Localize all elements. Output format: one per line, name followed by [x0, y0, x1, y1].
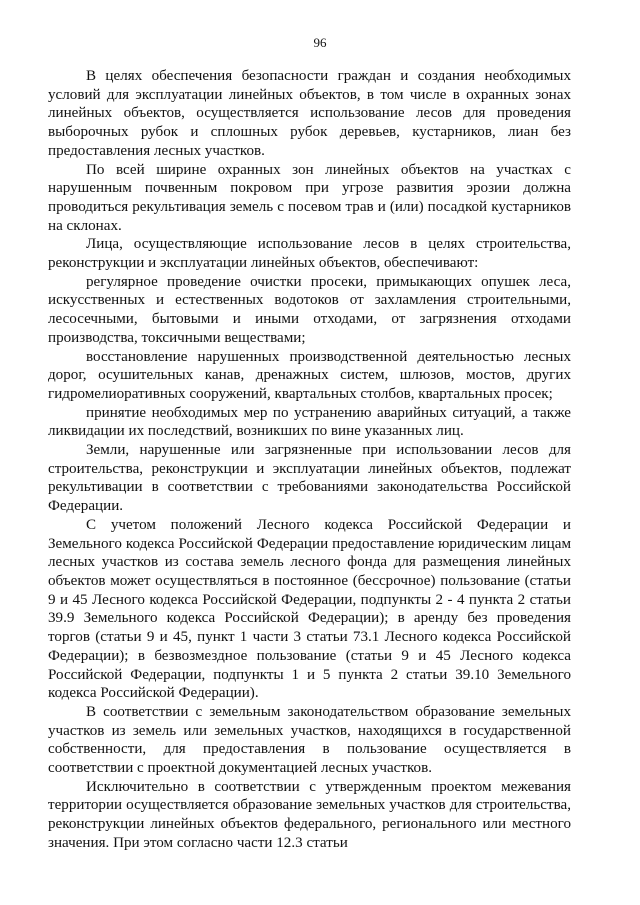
paragraph-safety-logging: В целях обеспечения безопасности граждан и создания необходимых условий для эксплуатации линейных объектов, в том числе в охранных зонах линейных объектов, осуществляется использование лесов для проведения выборочных рубок и сплошных рубок деревьев, кустарников, лиан без предоставления лесных участков.: [48, 68, 571, 159]
document-body: [48, 67, 571, 853]
paragraph-land-formation: В соответствии с земельным законодательством образование земельных участков из земель или земельных участков, находящихся в государственной собственности, для предоставления в пользование осуществляется в соответствии с проектной документацией лесных участков.: [48, 703, 571, 777]
paragraph-provision-terms: С учетом положений Лесного кодекса Российской Федерации и Земельного кодекса Российской Федерации предоставление юридическим лицам лесных участков из состава земель лесного фонда для размещения линейных объектов может осуществляться в постоянное (бессрочное) пользование (статьи 9 и 45 Лесного кодекса Российской Федерации, подпункты 2 - 4 пункта 2 статьи 39.9 Земельного кодекса Российской Федерации); в аренду без проведения торгов (статьи 9 и 45, пункт 1 части 3 статьи 73.1 Лесного кодекса Российской Федерации); в безвозмездное пользование (статьи 9 и 45 Лесного кодекса Российской Федерации, подпункты 1 и 5 пункта 2 статьи 39.10 Земельного кодекса Российской Федерации).: [48, 516, 571, 702]
paragraph-clearing-duty: регулярное проведение очистки просеки, примыкающих опушек леса, искусственных и естественных водотоков от захламления строительными, лесосечными, бытовыми и иными отходами, от загрязнения отходами производства, токсичными веществами;: [48, 273, 571, 346]
paragraph-recultivation-slopes: По всей ширине охранных зон линейных объектов на участках с нарушенным почвенным покровом при угрозе развития эрозии должна проводиться рекультивация земель с посевом трав и (или) посадкой кустарников на склонах.: [48, 161, 571, 234]
page-number: 96: [313, 35, 327, 50]
paragraph-obligations-intro: Лица, осуществляющие использование лесов в целях строительства, реконструкции и эксплуатации линейных объектов, обеспечивают:: [48, 236, 571, 272]
paragraph-restoration-duty: восстановление нарушенных производственной деятельностью лесных дорог, осушительных канав, дренажных систем, шлюзов, мостов, других гидромелиоративных сооружений, квартальных столбов, квартальных просек;: [48, 348, 571, 402]
paragraph-disturbed-lands: Земли, нарушенные или загрязненные при использовании лесов для строительства, реконструкции и эксплуатации линейных объектов, подлежат рекультивации в соответствии с требованиями законодательства Российской Федерации.: [48, 442, 571, 515]
paragraph-survey-project: Исключительно в соответствии с утвержденным проектом межевания территории осуществляется образование земельных участков для строительства, реконструкции линейных объектов федерального, регионального или местного значения. При этом согласно части 12.3 статьи: [48, 778, 571, 851]
paragraph-emergency-duty: принятие необходимых мер по устранению аварийных ситуаций, а также ликвидации их последствий, возникших по вине указанных лиц.: [48, 404, 571, 440]
